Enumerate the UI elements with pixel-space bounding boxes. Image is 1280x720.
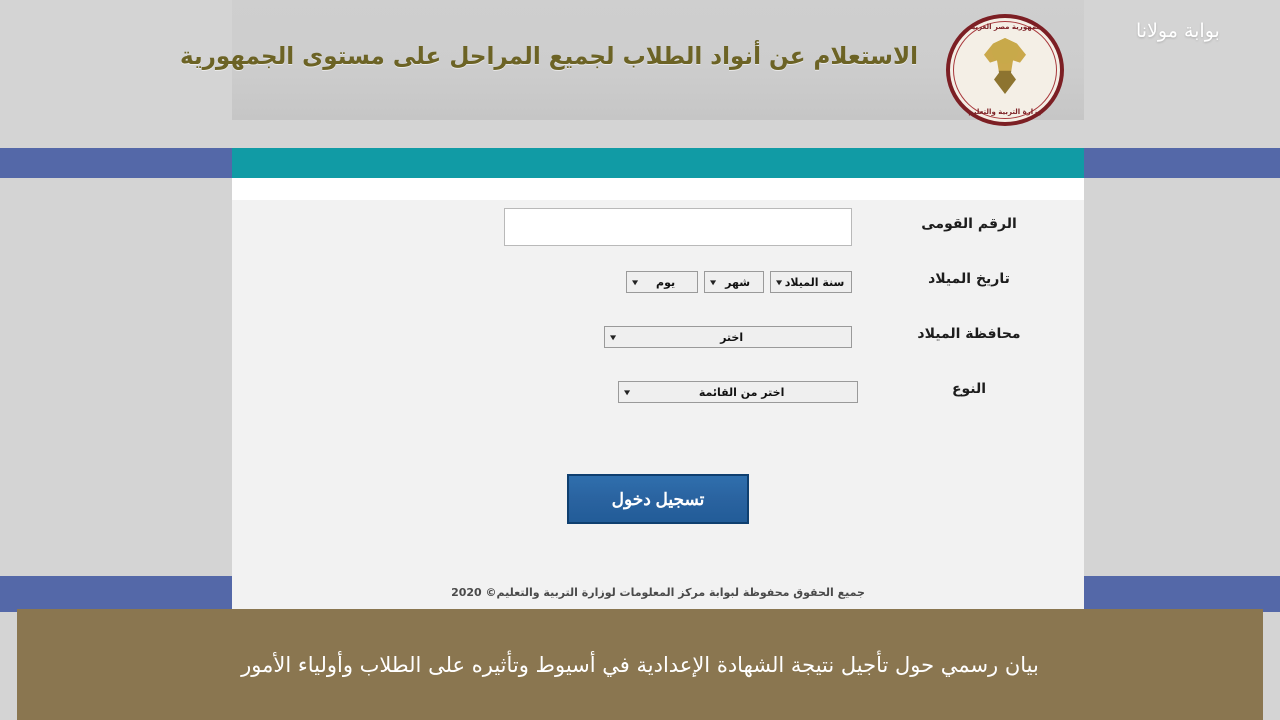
national-id-input[interactable] [504,208,852,246]
type-value: اختر من القائمة [698,385,785,399]
birth-month-select[interactable] [704,271,764,293]
birth-governorate-value: اختر [720,330,744,344]
label-birth-governorate: محافظة الميلاد [917,326,1021,342]
form-rows [232,208,1084,428]
birth-year-select[interactable] [770,271,852,293]
caption-text: بيان رسمي حول تأجيل نتيجة الشهادة الإعدادية في أسيوط وتأثيره على الطلاب وأولياء الأمور [241,652,1039,677]
type-select[interactable] [618,381,858,403]
field-birth-date-group [626,271,852,293]
caption-bar [17,609,1263,720]
field-national-id [504,208,852,246]
label-national-id: الرقم القومى [921,216,1017,232]
emblem-bottom-text: وزارة التربية والتعليم [968,108,1042,116]
login-button[interactable]: تسجيل دخول [567,474,749,524]
teal-divider-band [232,148,1084,178]
form-row-type [232,373,1084,428]
site-header [0,0,1280,148]
birth-day-select[interactable] [626,271,698,293]
chevron-down-icon: ▼ [610,333,617,341]
chevron-down-icon: ▼ [776,278,783,286]
label-type: النوع [951,381,987,397]
copyright-text: جميع الحقوق محفوظة لبوابة مركز المعلومات لوزارة التربية والتعليم© 2020 [451,586,865,599]
submit-row [232,474,1084,524]
field-birth-governorate [604,326,852,348]
birth-governorate-select[interactable] [604,326,852,348]
birth-day-value: يوم [656,275,676,289]
form-row-national-id [232,208,1084,263]
chevron-down-icon: ▼ [710,278,717,286]
birth-month-value: شهر [725,275,751,289]
label-birth-date: تاريخ الميلاد [928,271,1010,287]
egypt-eagle-emblem-icon [936,8,1076,130]
login-form-card [232,178,1084,576]
birth-year-value: سنة الميلاد [784,275,845,289]
field-type [618,381,858,403]
chevron-down-icon: ▼ [632,278,639,286]
emblem-top-text: جمهورية مصر العربية [968,23,1042,31]
birth-date-selects [626,271,852,293]
form-row-birth-governorate [232,318,1084,373]
card-top-strip [232,178,1084,200]
site-watermark: بوابة مولانا [1136,20,1220,42]
chevron-down-icon: ▼ [624,388,631,396]
form-row-birth-date [232,263,1084,318]
page-title: الاستعلام عن أنواد الطلاب لجميع المراحل على مستوى الجمهورية [179,42,919,70]
